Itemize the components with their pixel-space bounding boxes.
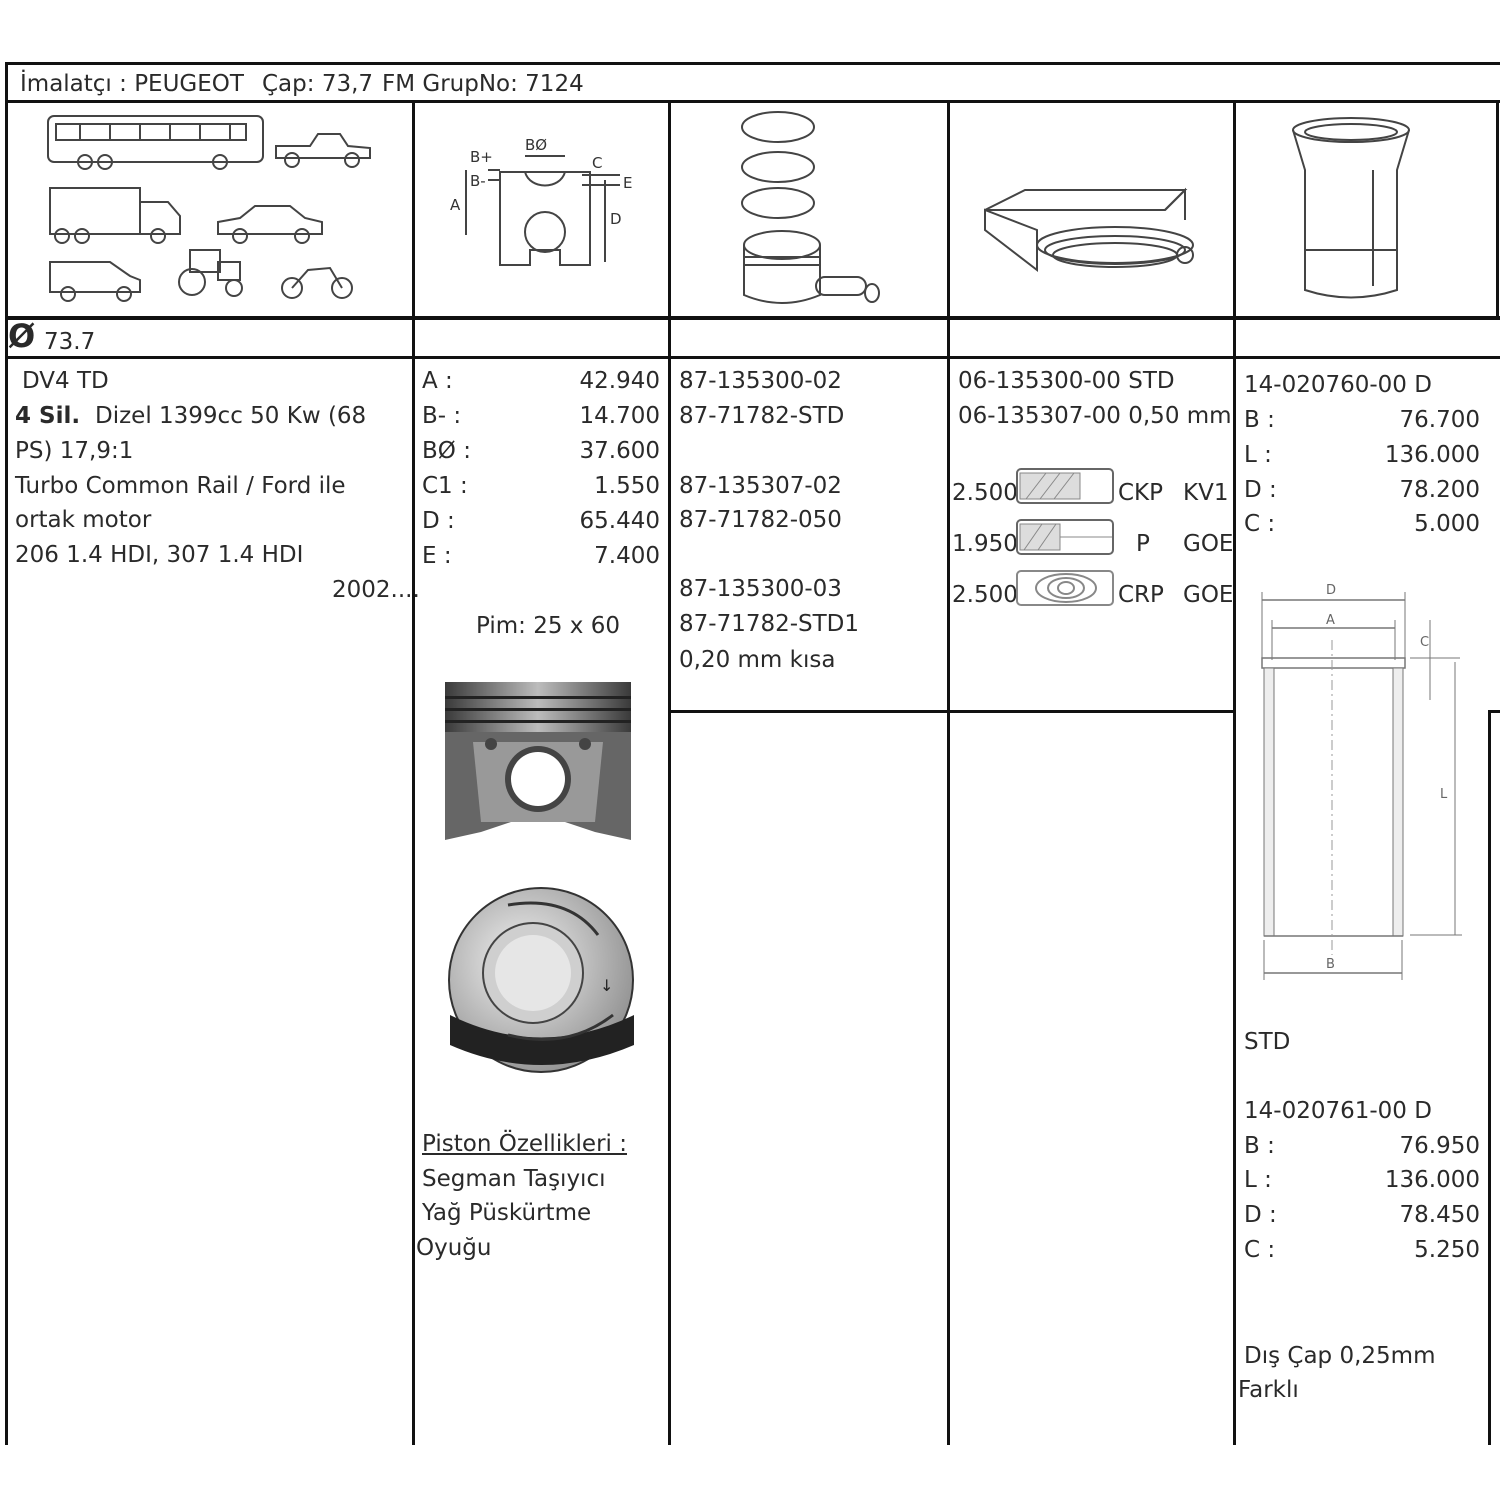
piston-part-6: 87-71782-STD1 <box>679 611 860 637</box>
diagram-label-d: D <box>610 210 622 228</box>
liner-note-line2: Farklı <box>1238 1377 1299 1403</box>
col-divider-5 <box>1496 100 1499 318</box>
group-number: FM GrupNo: 7124 <box>382 71 584 97</box>
engine-spec-line4: ortak motor <box>15 507 152 533</box>
piston-part-note: 0,20 mm kısa <box>679 647 836 673</box>
ring2-code: GOE <box>1183 531 1234 557</box>
cylinder-count: 4 Sil. <box>15 403 81 429</box>
vehicle-icons <box>40 110 410 310</box>
ring2-type: P <box>1136 531 1150 557</box>
diameter-icon: Ø <box>8 317 36 355</box>
liner2-value-b: 76.950 <box>1399 1133 1480 1159</box>
liner2-value-d: 78.450 <box>1399 1202 1480 1228</box>
bus-icon <box>48 116 263 169</box>
ring-installer-icon <box>975 180 1215 290</box>
liner-diagram-label-d: D <box>1326 583 1337 598</box>
col-divider-right <box>1488 710 1491 1445</box>
sedan-car-icon <box>218 206 322 243</box>
icons-divider <box>5 316 1500 320</box>
liner-diagram-label-a: A <box>1326 613 1335 628</box>
ring1-profile-icon <box>1016 467 1114 507</box>
diagram-label-a: A <box>450 196 461 214</box>
bore-label: Çap: 73,7 <box>262 71 374 97</box>
piston-part-3: 87-135307-02 <box>679 473 842 499</box>
liner1-label-c: C : <box>1244 511 1276 537</box>
dim-value-c1: 1.550 <box>594 473 660 499</box>
pickup-truck-icon <box>276 134 370 167</box>
liner-diagram-label-b: B <box>1326 957 1335 972</box>
liner1-label-d: D : <box>1244 477 1277 503</box>
liner1-value-c: 5.000 <box>1414 511 1480 537</box>
header-divider <box>5 100 1500 103</box>
box-truck-icon <box>50 188 180 243</box>
ring3-code: GOE <box>1183 582 1234 608</box>
dim-value-a: 42.940 <box>579 368 660 394</box>
tractor-icon <box>179 250 242 296</box>
ring2-profile-icon <box>1016 518 1114 558</box>
ring1-code: KV1 <box>1183 480 1229 506</box>
manufacturer-label: İmalatçı : PEUGEOT <box>20 71 244 97</box>
liner-note-line1: Dış Çap 0,25mm <box>1244 1343 1436 1369</box>
dim-label-c1: C1 : <box>422 473 468 499</box>
liner-dimension-diagram <box>1250 580 1470 980</box>
engine-spec-line2: PS) 17,9:1 <box>15 438 134 464</box>
piston-side-image <box>445 682 631 840</box>
van-icon <box>50 262 140 301</box>
liner-diagram-label-l: L <box>1440 787 1448 802</box>
dim-value-b-minus: 14.700 <box>579 403 660 429</box>
dim-label-e: E : <box>422 543 452 569</box>
engine-spec-line3: Turbo Common Rail / Ford ile <box>15 473 346 499</box>
engine-models: 206 1.4 HDI, 307 1.4 HDI <box>15 542 304 568</box>
liner2-value-l: 136.000 <box>1384 1167 1480 1193</box>
diagram-label-b-minus: B- <box>470 172 486 190</box>
engine-year: 2002.... <box>332 577 420 603</box>
diagram-label-c: C <box>592 154 603 172</box>
motorcycle-icon <box>282 268 352 298</box>
ring1-type: CKP <box>1118 480 1164 506</box>
piston-features-title: Piston Özellikleri : <box>422 1131 627 1157</box>
diagram-label-b-dia: BØ <box>525 136 548 154</box>
dim-value-e: 7.400 <box>594 543 660 569</box>
piston-part-1: 87-135300-02 <box>679 368 842 394</box>
top-border <box>5 62 1500 65</box>
col-divider-2 <box>668 100 671 1445</box>
col-divider-3 <box>947 100 950 1445</box>
liner2-label-c: C : <box>1244 1237 1276 1263</box>
ring3-width: 2.500 <box>952 582 1018 608</box>
piston-direction-icon: ↓ <box>600 976 614 995</box>
liner2-label-l: L : <box>1244 1167 1272 1193</box>
dim-label-b-minus: B- : <box>422 403 462 429</box>
piston-top-image <box>448 885 638 1075</box>
cylinder-liner-icon <box>1285 110 1425 305</box>
pin-size: Pim: 25 x 60 <box>476 613 620 639</box>
liner1-value-b: 76.700 <box>1399 407 1480 433</box>
diagram-label-e: E <box>623 174 633 192</box>
liner2-code: 14-020761-00 D <box>1244 1098 1432 1124</box>
left-border <box>5 62 8 1445</box>
piston-kit-icon <box>720 105 900 315</box>
liner-diagram-label-c: C <box>1420 635 1430 650</box>
col-divider-1 <box>412 100 415 1445</box>
liner1-value-l: 136.000 <box>1384 442 1480 468</box>
piston-part-4: 87-71782-050 <box>679 507 842 533</box>
liner1-label-b: B : <box>1244 407 1275 433</box>
dim-label-b-dia: BØ : <box>422 438 471 464</box>
ring2-width: 1.950 <box>952 531 1018 557</box>
engine-code: DV4 TD <box>22 368 109 394</box>
ring1-width: 2.500 <box>952 480 1018 506</box>
piston-part-5: 87-135300-03 <box>679 576 842 602</box>
dim-value-d: 65.440 <box>579 508 660 534</box>
piston-feature-3: Oyuğu <box>416 1235 492 1261</box>
ring3-profile-icon <box>1016 569 1114 609</box>
ring3-type: CRP <box>1118 582 1164 608</box>
col-divider-4 <box>1233 100 1236 1445</box>
liner-std-label: STD <box>1244 1029 1291 1055</box>
engine-spec-line1: Dizel 1399cc 50 Kw (68 <box>95 403 367 429</box>
ring-set-std: 06-135300-00 STD <box>958 368 1175 394</box>
liner1-label-l: L : <box>1244 442 1272 468</box>
parts-divider <box>668 710 1235 713</box>
piston-dimension-diagram <box>430 120 660 300</box>
ring-set-050: 06-135307-00 0,50 mm <box>958 403 1232 429</box>
liner1-value-d: 78.200 <box>1399 477 1480 503</box>
liner2-label-b: B : <box>1244 1133 1275 1159</box>
piston-feature-2: Yağ Püskürtme <box>422 1200 592 1226</box>
piston-feature-1: Segman Taşıyıcı <box>422 1166 606 1192</box>
diagram-label-b-plus: B+ <box>470 148 493 166</box>
dim-label-a: A : <box>422 368 453 394</box>
diameter-value: 73.7 <box>44 329 96 355</box>
liner1-code: 14-020760-00 D <box>1244 372 1432 398</box>
dim-value-b-dia: 37.600 <box>579 438 660 464</box>
piston-part-2: 87-71782-STD <box>679 403 845 429</box>
diameter-divider <box>5 356 1500 359</box>
liner2-label-d: D : <box>1244 1202 1277 1228</box>
dim-label-d: D : <box>422 508 455 534</box>
liner2-value-c: 5.250 <box>1414 1237 1480 1263</box>
